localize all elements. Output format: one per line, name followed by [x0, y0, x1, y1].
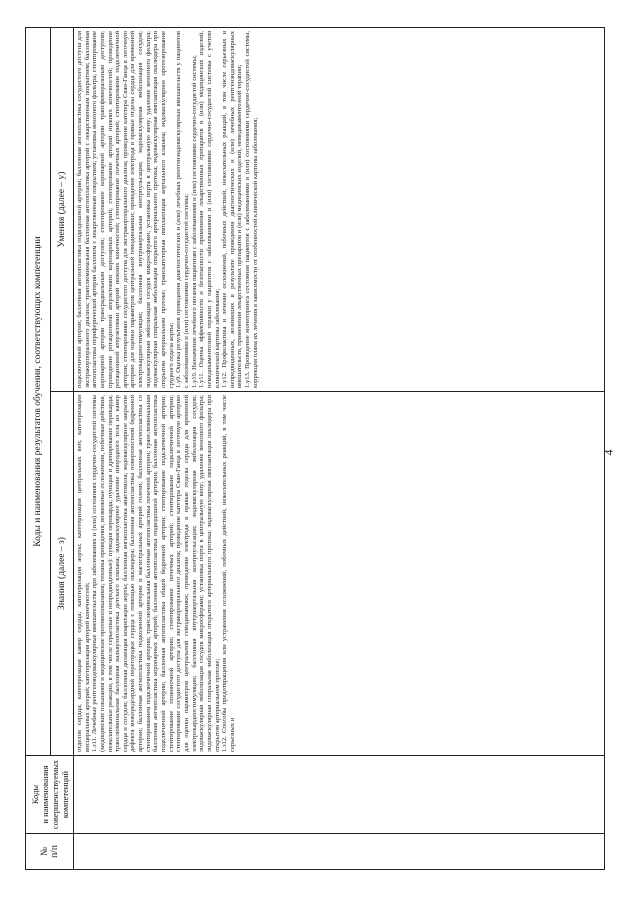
knowledge-paragraph: 1.з12. Способы предотвращения или устранения осложнений, побочных действий, нежелательных реакций, в том числе серьезных и [221, 395, 236, 752]
cell-competence-codes [74, 756, 605, 834]
knowledge-paragraph: отделов сердца; катетеризация камер сердца; катетеризация аорты; катетеризация центральных вен; катетеризация висцеральных артерий; катетеризация артерий конечностей; [76, 395, 91, 752]
header-knowledge: Знания (далее – з) [51, 392, 74, 756]
header-competence-codes: Коды и наименования совершенствуемых компетенций [26, 756, 74, 834]
cell-number [74, 834, 605, 870]
header-learning-results: Коды и наименования результатов обучения, соответствующих компетенции [26, 27, 51, 755]
skills-paragraph: 1.у9. Оценка результатов проведения диагностических и (или) лечебных рентгенэндоваскулярных вмешательств у пациентов с заболеваниями и (или) состояниями сердечно-сосудистой системы; [175, 30, 190, 388]
knowledge-paragraph: 1.з11. Лечебные рентгенэндоваскулярные вмешательства при заболеваниях и (или) состояниях сердечно-сосудистой системы (медицинские показания и медицинские противопоказания; техника проведения, возможные осложнения, побочные действия, нежелательные реакции, в том числе серьезные и непредвиденные): пункция перикарда; пункция и дренирование перикарда; транслюминальная баллонная вальвулопластика детского клапана; эндоваскулярное удаление инородного тела из камер сердца и сосудов; баллонная дилатация коарктации аорты; баллонная ангиопластика анастомоза; эндоваскулярное закрытие дефекта межпредсердной перегородки сердца с помощью окклюдера; баллонная ангиопластика поверхностной бедренной артерии; баллонная ангиопластика подколенной артерии и магистральных артерий голени; баллонная ангиопластика со стентированием подключичной артерии; транслюминальная баллонная ангиопластика почечной артерии; транслюминальная баллонная ангиопластика коронарных артерий; баллонная ангиопластика подвздошной артерии; баллонная ангиопластика подключичной артерии; баллонная ангиопластика общей бедренной артерии; стентирование подключичной артерии; стентирование позвоночной артерии; стентирование почечных артерий; стентирование подключичной артерии; стентирование сосудистого доступа для экстракорпорального диализа; проведение катетера Сван-Ганца в легочную артерию для оценки параметров центральной гемодинамики; проведение электрода в правые отделы сердца для временной электрокардиостимуляции; баллонная внутриаортальная контрпульсация; эндоваскулярная эмболизация сосудов; эндоваскулярная эмболизация сосудов микросферами; установка порта в центральную вену; удаление венозного фильтра; эндоваскулярная спиральная эмболизация открытого артериального протока; эндоваскулярная имплантация окклюдера при открытом артериальном протоке; [91, 395, 221, 752]
cell-knowledge [74, 392, 605, 756]
header-number: № п/п [26, 834, 74, 870]
skills-paragraph: подключичной артерии; баллонная ангиопластика подвздошной артерии; баллонная ангиопластика сосудистого доступа для экстракорпорального диализа; транслюминальная баллонная ангиопластика артерий с лекарственным покрытием; баллонная ангиопластика периферической артерии баллоном с лекарственным покрытием; установка венозного фильтра; стентирование коронарной артерии трансрадиальным доступом; стентирование коронарной артерии трансфеморальным доступом; проведение ротационной атерэктомии коронарных артерий; стентирование артерий нижних конечностей; проведение ротационной атерэктомии артерий нижних конечностей; стентирование почечных артерий; стентирование подключичной артерии; стентирование сосудистого доступа для экстракорпорального диализа; проведение катетера Сван-Ганца в легочную артерию для оценки параметров центральной гемодинамики; проведение электрода в правые отделы сердца для временной электрокардиостимуляции; баллонная внутриаортальная контрпульсация; эндоваскулярная эмболизация сосудов; эндоваскулярная эмболизация сосудов микросферами; установка порта в центральную вену; удаление венозного фильтра; эндоваскулярная спиральная эмболизация открытого артериального протока; эндоваскулярная имплантация окклюдера при открытом артериальном протоке; транскатетерная имплантация аортального клапана; эндоваскулярное протезирование грудного отдела аорты; [76, 30, 175, 388]
skills-paragraph: 1.у10. Назначение лечебного питания пациентам с заболеваниями и (или) состояниями сердечно-сосудистой системы; [190, 55, 198, 388]
skills-paragraph: 1.у12. Профилактика и лечение осложнений, побочных действий, нежелательных реакций, в том числе серьезных и непредвиденных, возникших в результате проведения диагностических и (или) лечебных рентгенэндоваскулярных вмешательств, применения лекарственных препаратов и (или) медицинских изделий, немедикаментозной терапии; [221, 30, 244, 388]
header-skills: Умения (далее – у) [51, 27, 74, 391]
skills-paragraph: 1.у11. Оценка эффективности и безопасности применения лекарственных препаратов и (или) медицинских изделий, немедикаментозной терапии у пациентов с заболеваниями и (или) состояниями сердечно-сосудистой системы с учетом клинической картины заболевания; [198, 30, 221, 388]
rotated-page-content [25, 28, 605, 870]
skills-paragraph: 1.у13. Проведение мониторинга состояния пациентов с заболеваниями и (или) состояниями сердечно-сосудистой системы, коррекция плана их лечения в зависимости от особенностей клинической картины заболевания; [244, 30, 259, 388]
cell-skills [74, 27, 605, 391]
page-number: 4 [601, 449, 616, 456]
competence-table [25, 27, 605, 870]
